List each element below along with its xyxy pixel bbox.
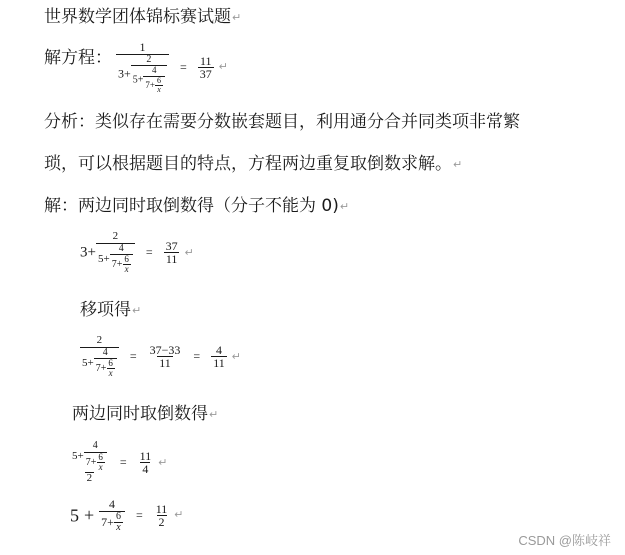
- step4-equation: 5 + 4 7+ $\frac{6}{x}$ = $\frac{11}{2}$ ↵: [70, 497, 184, 534]
- return-mark: ↵: [339, 200, 350, 213]
- return-mark: ↵: [453, 158, 463, 171]
- step1-equation: 3+ 2 5+ 4 7+ $\frac{6}{x}$ = $\frac{37}{11}$ ↵: [80, 230, 194, 275]
- step-reciprocal-label: 两边同时取倒数得↵: [72, 404, 219, 424]
- rhs-fraction: $\frac{11}{37}$: [199, 53, 212, 82]
- analysis-line-2: 琐，可以根据题目的特点，方程两边重复取倒数求解。↵: [44, 154, 463, 174]
- csdn-watermark: CSDN @陈岐祥: [518, 533, 611, 548]
- title: 世界数学团体锦标赛试题↵: [44, 7, 242, 27]
- return-mark: ↵: [231, 350, 241, 363]
- step3-equation: 5+ 4 7+ $\frac{6}{x}$ 2 = $\frac{11}{4}$ ↵: [72, 440, 168, 485]
- step-move-label: 移项得↵: [80, 300, 142, 320]
- return-mark: ↵: [209, 408, 219, 421]
- analysis-line-1: 分析：类似存在需要分数嵌套题目，利用通分合并同类项非常繁: [44, 112, 520, 132]
- return-mark: ↵: [218, 61, 228, 74]
- main-fraction: 1 3+ 2 5+ 4 7+ $\frac{6}{x}$: [116, 41, 169, 94]
- step2-equation: 2 5+ 4 7+ $\frac{6}{x}$ = $\frac{37-33}{11}$ = $\frac{4}{11}$ ↵: [82, 334, 241, 379]
- return-mark: ↵: [232, 11, 242, 24]
- return-mark: ↵: [184, 246, 194, 259]
- return-mark: ↵: [174, 509, 184, 522]
- return-mark: ↵: [132, 304, 142, 317]
- return-mark: ↵: [158, 456, 168, 469]
- problem-label: 解方程：: [44, 48, 112, 68]
- problem-equation: 1 3+ 2 5+ 4 7+ $\frac{6}{x}$ = $\frac{11}{37}$ ↵: [118, 40, 228, 94]
- solution-intro: 解：两边同时取倒数得（分子不能为 0)↵: [44, 196, 350, 216]
